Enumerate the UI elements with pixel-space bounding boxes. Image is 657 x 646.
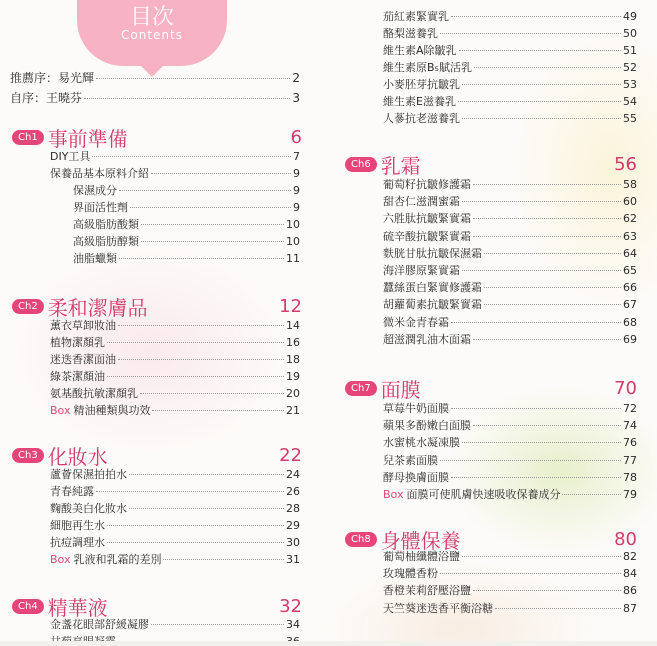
entry-title: 麩胱甘肽抗皺保濕霜 xyxy=(383,246,482,260)
entry-title: 硫辛酸抗皺緊實霜 xyxy=(383,229,471,243)
dot-leader xyxy=(119,258,284,259)
entry-page: 2 xyxy=(292,71,300,85)
entry-title: 乳液和乳霜的差別 xyxy=(73,553,162,566)
entry-title: 維生素A除皺乳 xyxy=(383,44,457,57)
dot-leader xyxy=(151,624,284,625)
contents-subtitle: Contents xyxy=(121,28,183,42)
chapter-page: 6 xyxy=(290,127,302,148)
entry-page: 79 xyxy=(623,488,637,501)
toc-entry[interactable] xyxy=(50,403,300,419)
toc-entry[interactable] xyxy=(50,535,300,551)
toc-entry[interactable] xyxy=(50,552,300,568)
toc-entry[interactable] xyxy=(383,453,637,469)
chapter-tag: Ch1 xyxy=(12,130,44,145)
entry-page: 26 xyxy=(286,485,300,498)
toc-entry[interactable] xyxy=(50,149,300,165)
entry-title: 玫瑰體香粉 xyxy=(383,567,438,581)
dot-leader xyxy=(84,98,290,99)
entry-title: 界面活性劑 xyxy=(73,201,128,214)
toc-entry[interactable] xyxy=(383,487,637,503)
chapter-page: 32 xyxy=(279,596,302,617)
entry-page: 60 xyxy=(623,195,637,209)
entry-title: 草莓牛奶面膜 xyxy=(383,402,449,415)
chapter-page: 56 xyxy=(614,154,637,175)
entry-page: 18 xyxy=(286,353,300,366)
toc-entry[interactable] xyxy=(383,470,637,486)
toc-entry[interactable] xyxy=(73,234,300,250)
dot-leader xyxy=(473,184,621,185)
dot-leader xyxy=(473,590,621,591)
entry-title: 酪梨滋養乳 xyxy=(383,27,438,40)
entry-page: 7 xyxy=(293,150,300,163)
entry-page: 29 xyxy=(286,519,300,532)
dot-leader xyxy=(474,67,621,68)
toc-entry[interactable] xyxy=(383,315,637,331)
entry-page: 86 xyxy=(623,584,637,598)
entry-page: 69 xyxy=(623,332,637,346)
toc-entry[interactable] xyxy=(383,601,637,617)
toc-entry[interactable] xyxy=(73,217,300,233)
entry-page: 14 xyxy=(286,319,300,332)
chapter-tag: Ch2 xyxy=(12,299,44,314)
dot-leader xyxy=(473,339,621,340)
entry-page: 28 xyxy=(286,502,300,515)
dot-leader xyxy=(118,325,284,326)
entry-page: 50 xyxy=(623,27,637,40)
toc-entry[interactable] xyxy=(10,70,300,86)
entry-title: 維生素E滋養乳 xyxy=(383,95,456,108)
entry-page: 52 xyxy=(623,61,637,74)
entry-title: 綠茶潔顏油 xyxy=(50,370,105,383)
entry-title: 天竺葵迷迭香平衡浴糖 xyxy=(383,601,493,615)
toc-entry[interactable] xyxy=(383,211,637,227)
toc-entry[interactable] xyxy=(383,583,637,599)
chapter-tag: Ch3 xyxy=(12,448,44,463)
entry-title: 油脂蠟類 xyxy=(73,252,117,265)
entry-title: 胡蘿蔔素抗皺緊實霜 xyxy=(383,298,482,312)
toc-entry[interactable] xyxy=(10,90,300,106)
toc-entry[interactable] xyxy=(383,194,637,210)
toc-entry[interactable] xyxy=(383,297,637,313)
toc-entry[interactable] xyxy=(50,166,300,182)
entry-title: 保濕成分 xyxy=(73,184,117,197)
toc-entry[interactable] xyxy=(50,335,300,351)
dot-leader xyxy=(140,393,284,394)
entry-title: 氨基酸抗敏潔顏乳 xyxy=(50,387,138,400)
entry-page: 68 xyxy=(623,315,637,329)
toc-entry[interactable] xyxy=(50,369,300,385)
entry-page: 24 xyxy=(286,468,300,481)
dot-leader xyxy=(92,156,291,157)
dot-leader xyxy=(107,376,284,377)
entry-page: 54 xyxy=(623,95,637,108)
dot-leader xyxy=(440,460,621,461)
chapter-title: 化妝水 xyxy=(47,445,108,469)
dot-leader xyxy=(96,78,290,79)
dot-leader xyxy=(462,556,621,557)
entry-title: 蘆薈保濕拍拍水 xyxy=(50,468,127,481)
toc-entry[interactable] xyxy=(50,484,300,500)
chapter-title: 面膜 xyxy=(380,378,421,402)
dot-leader xyxy=(129,474,284,475)
entry-title: 香橙茉莉舒壓浴鹽 xyxy=(383,584,471,598)
entry-title: 麴酸美白化妝水 xyxy=(50,502,127,515)
dot-leader xyxy=(451,408,621,409)
dot-leader xyxy=(118,359,284,360)
dot-leader xyxy=(462,118,621,119)
contents-title: 目次 xyxy=(129,5,174,30)
dot-leader xyxy=(96,491,284,492)
entry-title: 六胜肽抗皺緊實霜 xyxy=(383,212,471,226)
dot-leader xyxy=(440,573,621,574)
dot-leader xyxy=(484,253,621,254)
entry-page: 11 xyxy=(286,252,300,265)
entry-page: 34 xyxy=(286,618,300,631)
entry-title: 人蔘抗老滋養乳 xyxy=(383,112,460,125)
entry-page: 30 xyxy=(286,536,300,549)
dot-leader xyxy=(473,425,621,426)
entry-title: 高級脂肪酸類 xyxy=(73,218,139,231)
dot-leader xyxy=(107,525,284,526)
dot-leader xyxy=(451,322,621,323)
dot-leader xyxy=(151,173,291,174)
toc-entry[interactable] xyxy=(383,94,637,110)
entry-page: 84 xyxy=(623,567,637,581)
dot-leader xyxy=(459,50,621,51)
toc-entry[interactable] xyxy=(383,111,637,127)
toc-entry[interactable] xyxy=(383,26,637,42)
toc-entry[interactable] xyxy=(50,352,300,368)
entry-page: 77 xyxy=(623,453,637,467)
toc-entry[interactable] xyxy=(383,549,637,565)
toc-entry[interactable] xyxy=(50,318,300,334)
chapter-tag: Ch6 xyxy=(345,157,377,172)
entry-page: 10 xyxy=(286,218,300,231)
entry-page: 63 xyxy=(623,229,637,243)
entry-page: 74 xyxy=(623,419,637,433)
chapter-heading[interactable] xyxy=(12,441,302,470)
dot-leader xyxy=(562,494,621,495)
entry-page: 67 xyxy=(623,298,637,312)
entry-page: 76 xyxy=(623,436,637,450)
dot-leader xyxy=(130,207,291,208)
chapter-title: 乳霜 xyxy=(380,154,421,178)
entry-page: 62 xyxy=(623,212,637,226)
entry-title: 抗痘調理水 xyxy=(50,536,105,549)
dot-leader xyxy=(462,270,621,271)
entry-title: 細胞再生水 xyxy=(50,519,105,532)
entry-page: 51 xyxy=(623,44,637,57)
entry-page: 49 xyxy=(623,10,637,23)
entry-title: 蠶絲蛋白緊實修護霜 xyxy=(383,281,482,295)
entry-title: 金盞花眼部舒緩凝膠 xyxy=(50,618,149,631)
entry-page: 87 xyxy=(623,601,637,615)
toc-entry[interactable] xyxy=(383,177,637,193)
entry-title: 薰衣草卸妝油 xyxy=(50,319,116,332)
entry-title: 茄紅素緊實乳 xyxy=(383,10,449,23)
entry-page: 21 xyxy=(286,404,300,417)
box-label: Box xyxy=(383,488,404,501)
toc-entry[interactable] xyxy=(73,200,300,216)
entry-title: 兒茶素面膜 xyxy=(383,453,438,467)
dot-leader xyxy=(462,201,621,202)
chapter-page: 80 xyxy=(614,529,637,550)
chapter-tag: Ch4 xyxy=(12,599,44,614)
toc-entry[interactable] xyxy=(50,467,300,483)
entry-page: 72 xyxy=(623,402,637,415)
dot-leader xyxy=(458,101,621,102)
toc-entry[interactable] xyxy=(50,501,300,517)
entry-page: 19 xyxy=(286,370,300,383)
toc-entry[interactable] xyxy=(383,60,637,76)
entry-title: 青春純露 xyxy=(50,485,94,498)
entry-title: 超滋潤乳油木面霜 xyxy=(383,332,471,346)
dot-leader xyxy=(484,287,621,288)
dot-leader xyxy=(141,224,284,225)
entry-title: 精油種類與功效 xyxy=(73,404,151,417)
toc-entry[interactable] xyxy=(50,617,300,633)
entry-title: 面膜可使肌膚快速吸收保養成分 xyxy=(406,488,561,501)
toc-entry[interactable] xyxy=(50,518,300,534)
entry-title: 推薦序：易光輝 xyxy=(10,71,95,85)
chapter-title: 身體保養 xyxy=(380,529,461,553)
toc-entry[interactable] xyxy=(73,251,300,267)
entry-page: 9 xyxy=(293,201,300,214)
chapter-page: 22 xyxy=(279,445,302,466)
entry-page: 58 xyxy=(623,178,637,191)
toc-entry[interactable] xyxy=(383,401,637,417)
entry-title: 葡萄籽抗皺修護霜 xyxy=(383,178,471,191)
toc-entry[interactable] xyxy=(383,263,637,279)
chapter-page: 70 xyxy=(614,378,637,399)
entry-title: 葡萄柚纖體浴鹽 xyxy=(383,550,460,563)
dot-leader xyxy=(163,559,284,560)
entry-title: 自序：王曉芬 xyxy=(10,91,83,105)
toc-entry[interactable] xyxy=(383,229,637,245)
dot-leader xyxy=(462,84,621,85)
entry-page: 3 xyxy=(292,91,300,105)
entry-title: 微米金青春霜 xyxy=(383,315,449,329)
entry-title: 甜杏仁滋潤蜜霜 xyxy=(383,195,460,209)
chapter-title: 精華液 xyxy=(47,596,108,620)
dot-leader xyxy=(107,542,284,543)
bottom-strip xyxy=(0,641,657,646)
entry-page: 66 xyxy=(623,281,637,295)
entry-title: 植物潔顏乳 xyxy=(50,336,105,349)
chapter-tag: Ch8 xyxy=(345,532,377,547)
entry-title: 海洋膠原緊實霜 xyxy=(383,264,460,277)
toc-entry[interactable] xyxy=(383,418,637,434)
entry-page: 10 xyxy=(286,235,300,248)
entry-title: 水蜜桃水凝凍膜 xyxy=(383,436,460,450)
dot-leader xyxy=(484,304,621,305)
entry-page: 16 xyxy=(286,336,300,349)
chapter-title: 事前準備 xyxy=(47,127,128,151)
entry-title: 維生素原B₅賦活乳 xyxy=(383,61,472,74)
entry-title: 蘋果多酚嫩白面膜 xyxy=(383,419,471,433)
toc-entry[interactable] xyxy=(383,566,637,582)
entry-title: 迷迭香潔面油 xyxy=(50,353,116,366)
box-label: Box xyxy=(50,553,71,566)
entry-page: 9 xyxy=(293,184,300,197)
chapter-heading[interactable] xyxy=(345,150,637,179)
toc-entry[interactable] xyxy=(383,77,637,93)
chapter-heading[interactable] xyxy=(345,374,637,403)
dot-leader xyxy=(451,16,621,17)
toc-entry[interactable] xyxy=(383,43,637,59)
entry-page: 82 xyxy=(623,550,637,563)
chapter-tag: Ch7 xyxy=(345,381,377,396)
toc-entry[interactable] xyxy=(383,9,637,25)
toc-entry[interactable] xyxy=(383,332,637,348)
toc-entry[interactable] xyxy=(383,246,637,262)
entry-title: 高級脂肪醇類 xyxy=(73,235,139,248)
entry-page: 55 xyxy=(623,112,637,125)
dot-leader xyxy=(462,442,621,443)
dot-leader xyxy=(107,342,284,343)
dot-leader xyxy=(152,410,284,411)
entry-page: 20 xyxy=(286,387,300,400)
dot-leader xyxy=(129,508,284,509)
dot-leader xyxy=(473,236,621,237)
entry-page: 65 xyxy=(623,264,637,277)
chapter-title: 柔和潔膚品 xyxy=(47,296,148,320)
toc-entry[interactable] xyxy=(383,435,637,451)
entry-title: 保養品基本原料介紹 xyxy=(50,167,149,180)
dot-leader xyxy=(440,33,621,34)
entry-title: DIY工具 xyxy=(50,150,91,163)
toc-entry[interactable] xyxy=(50,386,300,402)
dot-leader xyxy=(451,477,621,478)
toc-entry[interactable] xyxy=(383,280,637,296)
entry-title: 酵母換膚面膜 xyxy=(383,470,449,484)
box-label: Box xyxy=(50,404,71,417)
entry-page: 64 xyxy=(623,246,637,260)
entry-title: 小麥胚芽抗皺乳 xyxy=(383,78,460,91)
entry-page: 9 xyxy=(293,167,300,180)
dot-leader xyxy=(495,608,621,609)
dot-leader xyxy=(119,190,291,191)
entry-page: 78 xyxy=(623,470,637,484)
dot-leader xyxy=(473,218,621,219)
chapter-page: 12 xyxy=(279,296,302,317)
chapter-heading[interactable] xyxy=(12,123,302,152)
chapter-heading[interactable] xyxy=(12,292,302,321)
entry-page: 53 xyxy=(623,78,637,91)
dot-leader xyxy=(141,241,284,242)
entry-page: 31 xyxy=(286,553,300,566)
toc-entry[interactable] xyxy=(73,183,300,199)
